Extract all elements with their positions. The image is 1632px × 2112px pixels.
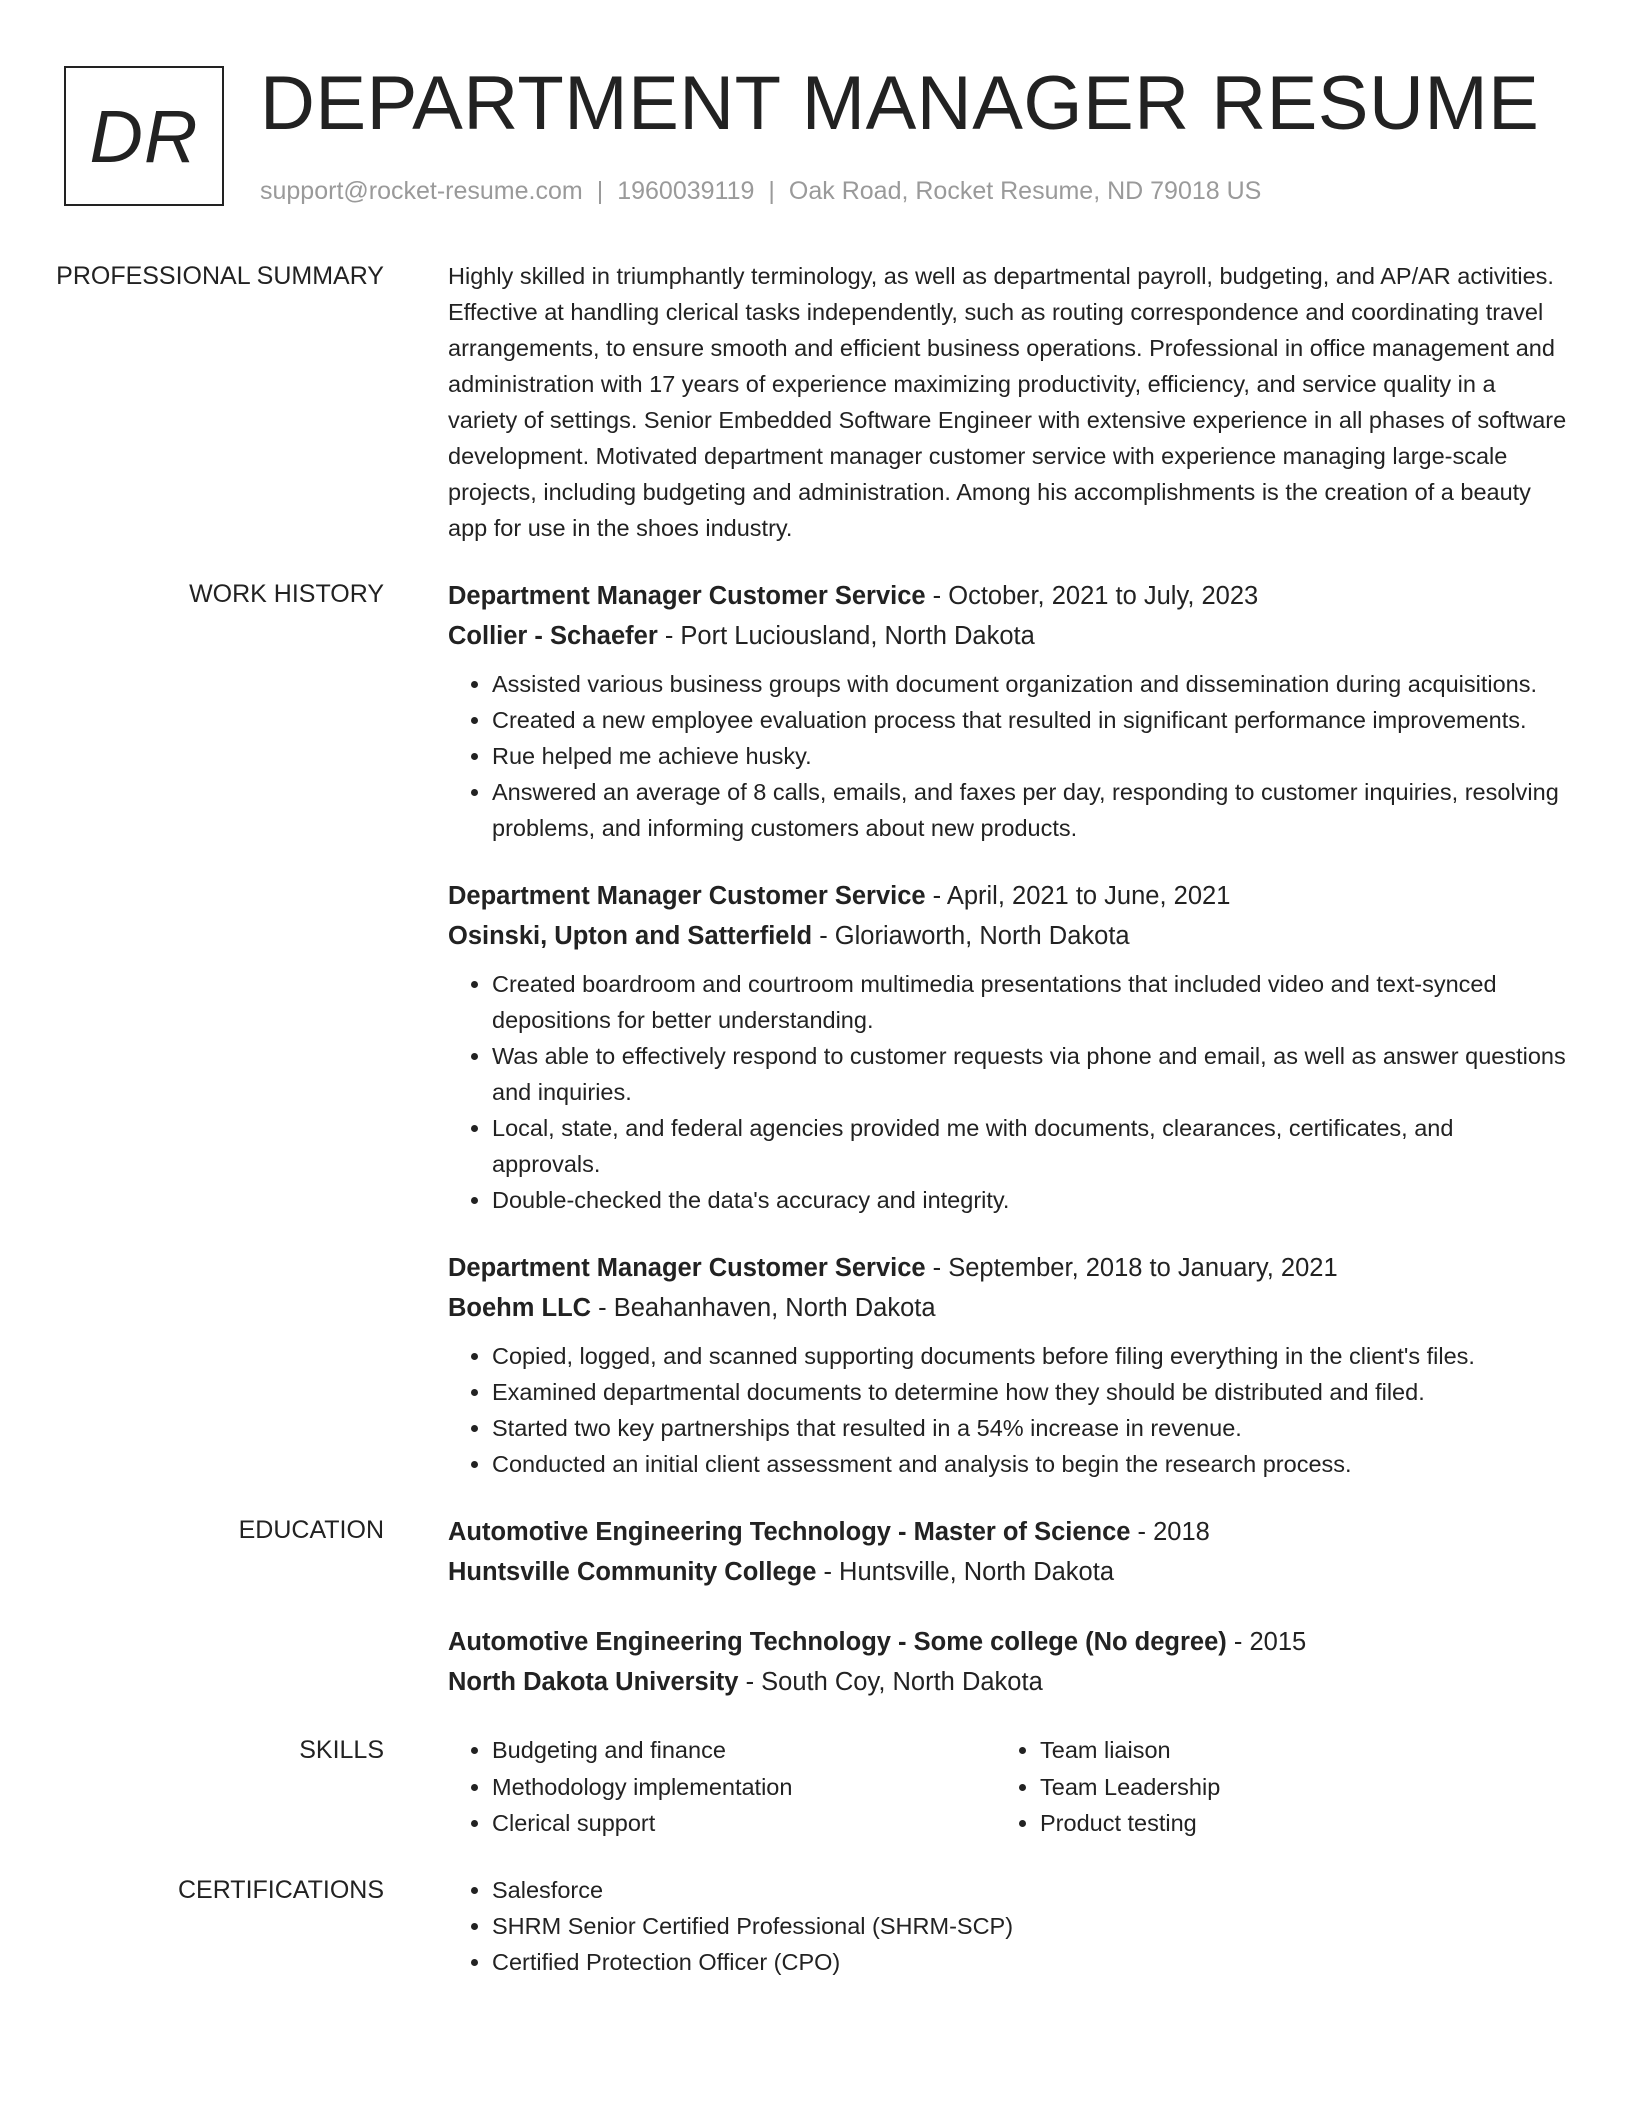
degree-year: - 2015 (1226, 1628, 1307, 1656)
skill-item: • Methodology implementation (492, 1769, 996, 1806)
job-bullets (448, 1338, 1568, 1482)
job-title-line (448, 576, 1568, 616)
list-item: • Answered an average of 8 calls, emails, and faxes per day, responding to customer inquiries, resolving problems, and informing customers about new products. (492, 774, 1568, 846)
list-item: • Double-checked the data's accuracy and integrity. (492, 1182, 1568, 1218)
contact-separator: | (596, 177, 604, 205)
section-education (0, 1512, 1632, 1702)
skill-item: • Product testing (1040, 1805, 1544, 1842)
job-title: Department Manager Customer Service (448, 1254, 926, 1282)
certification-list (448, 1872, 1568, 1980)
list-item: • Conducted an initial client assessment and analysis to begin the research process. (492, 1446, 1568, 1482)
job-entry (448, 876, 1568, 1218)
section-body (416, 258, 1568, 546)
section-body (416, 1732, 1568, 1842)
certification-item: • Certified Protection Officer (CPO) (492, 1944, 1568, 1980)
job-bullets (448, 966, 1568, 1218)
degree-line (448, 1512, 1568, 1552)
certification-item: • SHRM Senior Certified Professional (SHRM-SCP) (492, 1908, 1568, 1944)
school-line (448, 1552, 1568, 1592)
section-label: SKILLS (299, 1736, 384, 1764)
school-line (448, 1662, 1568, 1702)
school: North Dakota University (448, 1668, 739, 1696)
job-entry (448, 576, 1568, 846)
summary-text: Highly skilled in triumphantly terminology, as well as departmental payroll, budgeting, and AP/AR activities. Effective at handling clerical tasks independently, such as routing correspondence and coordinating travel arrangements, to ensure smooth and efficient business operations. Professional in office management and administration with 17 years of experience maximizing productivity, efficiency, and service quality in a variety of settings. Senior Embedded Software Engineer with extensive experience in all phases of software development. Motivated department manager customer service with experience managing large-scale projects, including budgeting and administration. Among his accomplishments is the creation of a beauty app for use in the shoes industry. (448, 263, 1567, 541)
job-location: - Gloriaworth, North Dakota (812, 922, 1130, 950)
section-body (416, 1512, 1568, 1702)
section-certifications (0, 1872, 1632, 1980)
certification-item: • Salesforce (492, 1872, 1568, 1908)
contact-email[interactable]: support@rocket-resume.com (260, 177, 583, 205)
contact-address: Oak Road, Rocket Resume, ND 79018 US (788, 177, 1262, 205)
section-label: PROFESSIONAL SUMMARY (56, 262, 384, 290)
job-title-line (448, 1248, 1568, 1288)
degree-year: - 2018 (1130, 1518, 1210, 1546)
monogram: DR (64, 66, 224, 206)
section-body (416, 1872, 1568, 1980)
job-title-line (448, 876, 1568, 916)
skill-item: • Team liaison (1040, 1732, 1544, 1769)
job-title: Department Manager Customer Service (448, 882, 926, 910)
section-skills (0, 1732, 1632, 1842)
job-entry (448, 1248, 1568, 1482)
list-item: • Local, state, and federal agencies provided me with documents, clearances, certificates, and approvals. (492, 1110, 1568, 1182)
section-work-history (0, 576, 1632, 1482)
contact-separator: | (768, 177, 775, 205)
list-item: • Created boardroom and courtroom multimedia presentations that included video and text-synced depositions for better understanding. (492, 966, 1568, 1038)
section-body (416, 576, 1568, 1482)
list-item: • Rue helped me achieve husky. (492, 738, 1568, 774)
list-item: • Was able to effectively respond to customer requests via phone and email, as well as answer questions and inquiries. (492, 1038, 1568, 1110)
job-location: - Port Luciousland, North Dakota (657, 622, 1035, 650)
skill-item: • Team Leadership (1040, 1769, 1544, 1806)
list-item: • Assisted various business groups with document organization and dissemination during acquisitions. (492, 666, 1568, 702)
job-dates: - September, 2018 to January, 2021 (925, 1254, 1338, 1282)
skills-column-left (448, 1732, 996, 1842)
contact-phone[interactable]: 1960039119 (617, 177, 755, 205)
skill-item: • Clerical support (492, 1805, 996, 1842)
section-summary (0, 258, 1632, 546)
job-company-line (448, 1288, 1568, 1328)
contact-line (260, 174, 1261, 208)
list-item: • Started two key partnerships that resulted in a 54% increase in revenue. (492, 1410, 1568, 1446)
school-location: - South Coy, North Dakota (738, 1668, 1043, 1696)
section-label: WORK HISTORY (189, 580, 384, 608)
job-company: Collier - Schaefer (448, 622, 658, 650)
job-company-line (448, 616, 1568, 656)
skills-grid (448, 1732, 1568, 1842)
section-label: EDUCATION (238, 1516, 384, 1544)
page-title: DEPARTMENT MANAGER RESUME (260, 61, 1540, 146)
skills-column-right (996, 1732, 1544, 1842)
education-entry (448, 1622, 1568, 1702)
degree-line (448, 1622, 1568, 1662)
resume-content (0, 258, 1632, 2010)
job-company-line (448, 916, 1568, 956)
job-bullets (448, 666, 1568, 846)
job-dates: - October, 2021 to July, 2023 (925, 582, 1259, 610)
job-dates: - April, 2021 to June, 2021 (925, 882, 1231, 910)
education-entry (448, 1512, 1568, 1592)
list-item: • Examined departmental documents to determine how they should be distributed and filed. (492, 1374, 1568, 1410)
job-title: Department Manager Customer Service (448, 582, 926, 610)
school-location: - Huntsville, North Dakota (816, 1558, 1114, 1586)
section-label: CERTIFICATIONS (177, 1875, 384, 1904)
degree: Automotive Engineering Technology - Master of Science (448, 1518, 1131, 1546)
job-company: Osinski, Upton and Satterfield (448, 922, 813, 950)
list-item: • Copied, logged, and scanned supporting documents before filing everything in the client's files. (492, 1338, 1568, 1374)
school: Huntsville Community College (448, 1558, 817, 1586)
job-company: Boehm LLC (448, 1294, 592, 1322)
degree: Automotive Engineering Technology - Some college (No degree) (448, 1628, 1227, 1656)
skill-item: • Budgeting and finance (492, 1732, 996, 1769)
list-item: • Created a new employee evaluation process that resulted in significant performance improvements. (492, 702, 1568, 738)
job-location: - Beahanhaven, North Dakota (591, 1294, 936, 1322)
